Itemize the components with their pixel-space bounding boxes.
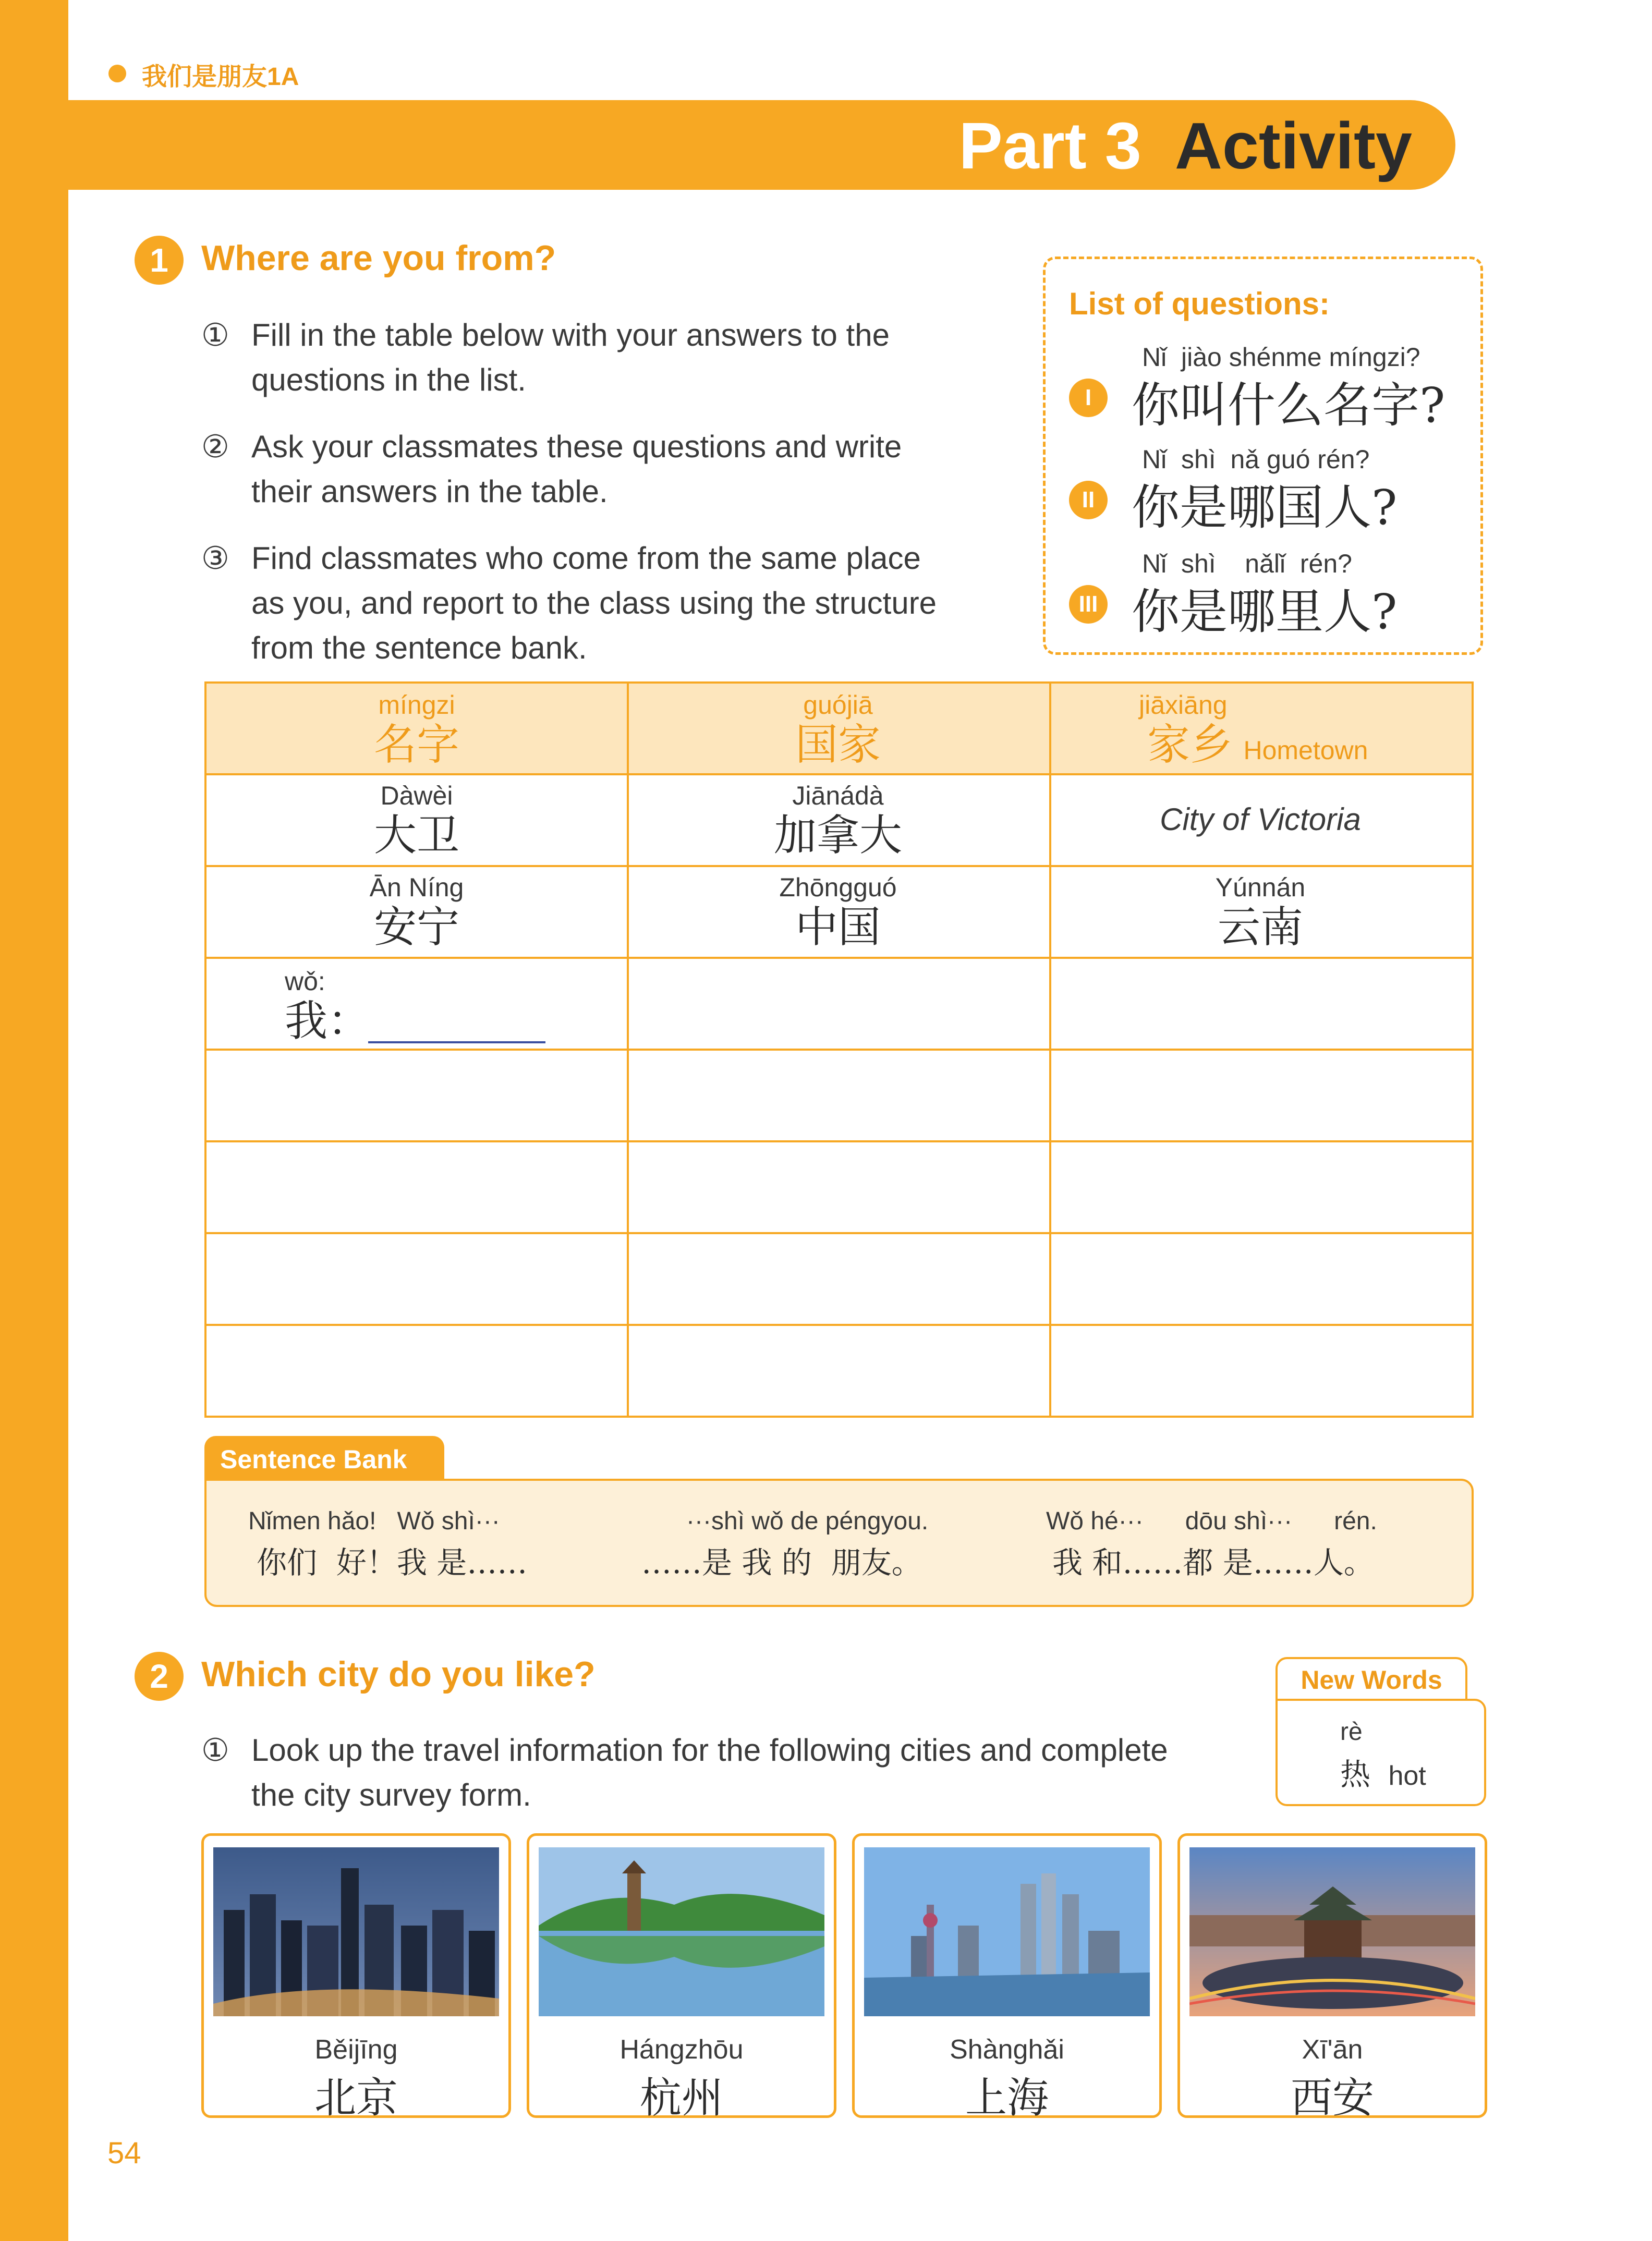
question-2-pinyin: Nǐ shì nǎ guó rén? — [1142, 445, 1370, 474]
question-3-badge: III — [1069, 585, 1108, 624]
book-title: 我们是朋友1A — [142, 63, 299, 91]
sentence-3-pinyin: Wǒ hé··· dōu shì··· rén. — [1046, 1507, 1377, 1535]
hangzhou-lake-image — [539, 1847, 824, 2016]
question-2-badge: II — [1069, 481, 1108, 519]
cell-pinyin: Ān Níng — [369, 873, 464, 902]
row-divider — [207, 773, 1472, 775]
handwritten-answer: City of Victoria — [1160, 802, 1361, 837]
sentence-1-pinyin: Nǐmen hǎo! Wǒ shì··· — [248, 1507, 500, 1535]
instruction-3 — [201, 536, 981, 671]
city-hanzi: 上海 — [965, 2074, 1049, 2122]
instruction-2 — [201, 424, 971, 514]
section-2-instruction — [201, 1728, 1263, 1818]
step-marker: ① — [201, 318, 229, 352]
cell-pinyin: Jiānádà — [792, 781, 884, 810]
table-cell — [207, 872, 627, 953]
city-pinyin: Shànghǎi — [950, 2035, 1064, 2065]
header-pinyin: míngzi — [378, 690, 455, 720]
instruction-line: Ask your classmates these questions and write — [251, 429, 902, 464]
shanghai-skyline-image — [864, 1847, 1150, 2016]
sentence-3-hanzi: 我 和……都 是……人。 — [1052, 1545, 1374, 1580]
cell-pinyin: Yúnnán — [1215, 873, 1306, 902]
city-card-hangzhou[interactable] — [527, 1833, 836, 2122]
section-1-number: 1 — [135, 236, 184, 285]
cell-hanzi: 大卫 — [373, 811, 459, 860]
cell-hanzi: 中国 — [795, 903, 881, 952]
row-divider — [207, 1140, 1472, 1142]
city-hanzi: 西安 — [1291, 2074, 1374, 2122]
sentence-2-pinyin: ···shì wǒ de péngyou. — [686, 1507, 929, 1535]
header-english: Hometown — [1243, 736, 1368, 765]
instruction-line: questions in the list. — [251, 362, 526, 397]
instruction-1 — [201, 313, 971, 403]
city-pinyin: Hángzhōu — [620, 2035, 744, 2065]
row-divider — [207, 865, 1472, 867]
city-hanzi: 杭州 — [640, 2074, 723, 2122]
step-marker: ① — [201, 1733, 229, 1768]
table-cell — [1049, 872, 1472, 953]
question-3-pinyin: Nǐ shì nǎlǐ rén? — [1142, 549, 1352, 578]
new-words-tab: New Words — [1276, 1657, 1467, 1701]
cell-pinyin: wǒ: — [285, 967, 325, 996]
xian-bell-tower-image — [1189, 1847, 1475, 2016]
part-title — [959, 102, 1412, 190]
question-1-pinyin: Nǐ jiào shénme míngzi? — [1142, 343, 1420, 372]
header-pinyin: jiāxiāng — [1139, 690, 1228, 720]
instruction-line: as you, and report to the class using the structure — [251, 586, 937, 620]
new-words-box — [1276, 1699, 1486, 1806]
question-3-hanzi: 你是哪里人? — [1132, 584, 1398, 640]
city-pinyin: Běijīng — [314, 2035, 398, 2065]
instruction-line: the city survey form. — [251, 1777, 531, 1812]
instruction-line: their answers in the table. — [251, 474, 608, 509]
section-2-number: 2 — [135, 1652, 184, 1701]
instruction-line: Fill in the table below with your answers to the — [251, 318, 890, 352]
row-divider — [207, 1049, 1472, 1051]
sentence-2-hanzi: ……是 我 的 朋友。 — [641, 1545, 922, 1580]
question-1-hanzi: 你叫什么名字? — [1132, 377, 1446, 433]
table-cell — [627, 872, 1049, 953]
cell-hanzi: 加拿大 — [773, 811, 902, 860]
new-word-pinyin: rè — [1340, 1718, 1363, 1746]
city-card-xian[interactable] — [1177, 1833, 1487, 2122]
row-divider — [207, 957, 1472, 959]
section-1-title: Where are you from? — [201, 238, 556, 278]
bullet-dot-icon — [108, 65, 126, 82]
header-hanzi: 名字 — [373, 720, 459, 770]
instruction-line: Find classmates who come from the same place — [251, 541, 921, 576]
instruction-line: Look up the travel information for the following cities and complete — [251, 1733, 1168, 1768]
cell-hanzi: 我： — [285, 996, 371, 1046]
question-1-badge: I — [1069, 379, 1108, 417]
sentence-1-hanzi: 你们 好！我 是…… — [257, 1545, 528, 1580]
city-card-shanghai[interactable] — [852, 1833, 1162, 2122]
part-label: Part 3 — [958, 109, 1141, 182]
section-2-title: Which city do you like? — [201, 1654, 596, 1694]
question-2-hanzi: 你是哪国人? — [1132, 480, 1398, 535]
new-word-hanzi: 热 — [1340, 1757, 1371, 1792]
answer-table — [204, 681, 1474, 1418]
cell-hanzi: 安宁 — [373, 903, 459, 952]
step-marker: ③ — [201, 541, 229, 576]
sentence-bank-tab: Sentence Bank — [204, 1436, 444, 1483]
question-list-title: List of questions: — [1069, 286, 1330, 321]
city-pinyin: Xī'ān — [1302, 2035, 1363, 2065]
header-country — [627, 690, 1049, 770]
header-pinyin: guójiā — [803, 690, 873, 720]
header-hometown — [1049, 690, 1472, 770]
cell-pinyin: Zhōngguó — [779, 873, 897, 902]
self-entry-cell — [285, 966, 370, 1046]
header-name — [207, 690, 627, 770]
part-name: Activity — [1174, 109, 1412, 182]
row-divider — [207, 1232, 1472, 1234]
hangzhou-photo — [539, 1847, 824, 2016]
new-word-english: hot — [1388, 1761, 1426, 1791]
table-cell — [627, 781, 1049, 861]
beijing-photo — [213, 1847, 499, 2016]
sentence-bank-box — [204, 1479, 1474, 1607]
city-hanzi: 北京 — [314, 2074, 398, 2122]
answer-blank-line[interactable] — [368, 1041, 545, 1043]
instruction-line: from the sentence bank. — [251, 630, 587, 665]
shanghai-photo — [864, 1847, 1150, 2016]
cell-hanzi: 云南 — [1217, 903, 1303, 952]
header-hanzi: 国家 — [795, 720, 881, 770]
step-marker: ② — [201, 429, 229, 464]
table-cell — [207, 781, 627, 861]
page-number: 54 — [107, 2136, 141, 2170]
xian-photo — [1189, 1847, 1475, 2016]
side-bar — [0, 0, 68, 2241]
cell-pinyin: Dàwèi — [380, 781, 453, 810]
header-hanzi: 家乡 — [1147, 720, 1233, 770]
beijing-skyline-image — [213, 1847, 499, 2016]
row-divider — [207, 1324, 1472, 1326]
city-card-beijing[interactable] — [201, 1833, 511, 2122]
